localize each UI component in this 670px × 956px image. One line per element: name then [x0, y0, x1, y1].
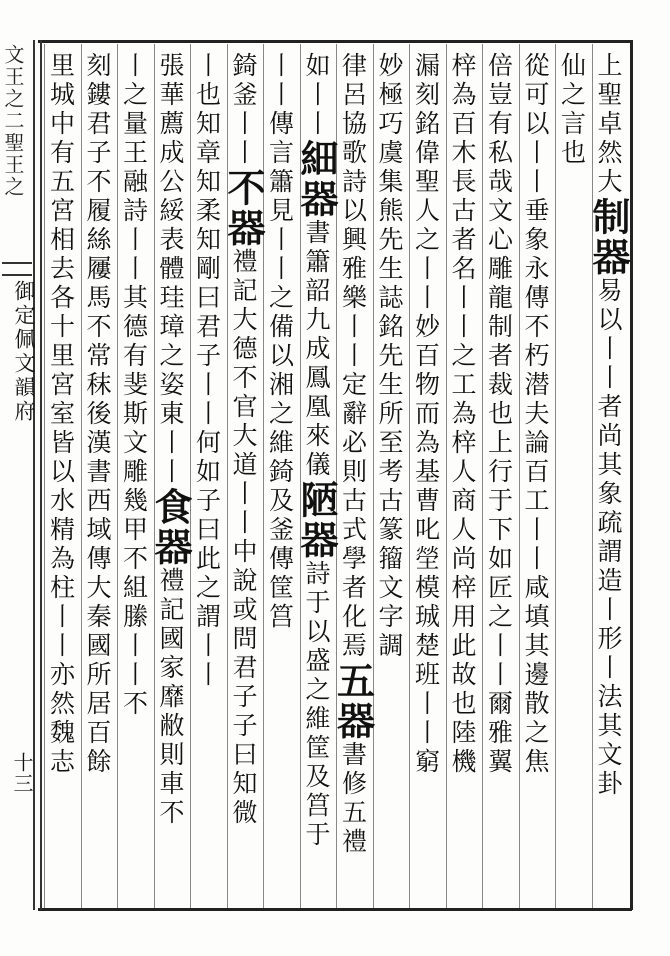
column-text: [446, 52, 483, 777]
column-rule: [409, 44, 410, 908]
column-segment: 易以丨丨者尚其象疏謂造丨形丨法其文卦: [594, 277, 623, 799]
column-rule: [592, 44, 593, 908]
text-column: [482, 52, 519, 902]
column-rule: [154, 44, 155, 908]
column-segment: 如丨丨: [302, 52, 331, 139]
margin-upper-text: 文王之二聖王之: [1, 44, 25, 198]
column-segment: 錡釜丨丨: [229, 52, 258, 168]
column-segment: 梓為百木長古者名丨丨之工為梓人商人尚梓用此故也陸機: [448, 52, 477, 777]
column-text: [330, 52, 376, 857]
column-rule: [227, 44, 228, 908]
text-column: [330, 52, 376, 902]
column-text: [409, 52, 446, 777]
column-segment: 丨丨傳言簫見丨丨之備: [265, 52, 295, 342]
text-column: [446, 52, 483, 902]
entry-heading: 食器: [148, 487, 193, 567]
text-column: [294, 52, 339, 902]
column-text: [44, 52, 81, 777]
text-column: [81, 52, 118, 902]
column-segment: 倍豈有私哉文心雕龍制者裁也上行于下如匠之丨丨爾雅翼: [484, 52, 514, 777]
frame-right-border: [630, 40, 633, 910]
column-rule: [555, 44, 556, 908]
column-segment: 丨也: [192, 52, 222, 110]
text-column: [117, 52, 154, 902]
text-column: [148, 52, 193, 902]
column-rule: [482, 44, 483, 908]
column-text: [81, 52, 118, 777]
text-column: [586, 52, 631, 902]
column-rule: [81, 44, 82, 908]
column-segment: 禮記國家靡敝則車不: [156, 567, 185, 828]
column-segment: 詩于以盛之維筐及筥于: [302, 560, 331, 850]
column-text: [148, 52, 193, 828]
column-rule: [44, 44, 45, 908]
column-segment: 以湘之維錡及釜傳筐筥: [265, 342, 295, 632]
text-column: [519, 52, 556, 902]
column-text: [555, 52, 592, 168]
column-rule: [446, 44, 447, 908]
column-segment: 里城中有五宮相去各十里宮室皆以水精為柱丨丨亦然魏志: [46, 52, 76, 777]
column-segment: 妙極巧虞集熊先生誌銘先生所至考古篆籀文字調: [375, 52, 404, 661]
column-text: [221, 52, 266, 828]
text-column: [555, 52, 592, 902]
fishtail-ornament: [2, 262, 32, 276]
column-segment: 漏刻銘偉聖人之丨丨妙百物而為基曹叱塋模珹楚班丨丨窮: [411, 52, 441, 777]
column-segment: 禮記大德不官大道丨丨中說或問君子子曰知微: [229, 248, 258, 828]
page-number-box: [2, 752, 34, 794]
column-segment: 上聖卓然大: [594, 52, 623, 197]
column-text: [482, 52, 519, 777]
column-text: [263, 52, 300, 632]
text-column: [263, 52, 300, 902]
column-segment: 書簫韶九成鳳凰來儀: [302, 219, 331, 480]
entry-heading: 陋器: [294, 480, 339, 560]
entry-heading: 細器: [294, 139, 339, 219]
column-rule: [519, 44, 520, 908]
column-rule: [190, 44, 191, 908]
column-text: [373, 52, 410, 661]
column-segment: 知章知柔知剛曰君子丨丨何如子曰此之謂丨丨: [192, 110, 222, 690]
entry-heading: 不器: [221, 168, 266, 248]
book-title: 御定佩文韻府: [12, 280, 36, 424]
column-text: [294, 52, 339, 850]
column-rule: [373, 44, 374, 908]
column-text: [190, 52, 227, 690]
column-text: [117, 52, 154, 719]
text-column: [190, 52, 227, 902]
text-column: [373, 52, 410, 902]
entry-heading: 制器: [586, 197, 631, 277]
column-text: [519, 52, 556, 777]
page-number: 十三: [10, 752, 34, 794]
column-segment: 書修五禮: [338, 741, 368, 857]
entry-heading: 五器: [330, 661, 376, 741]
column-segment: 仙之言也: [557, 52, 587, 168]
column-segment: 丨之量王融詩丨丨其德有斐斯文: [119, 52, 149, 458]
frame-top-border: [38, 40, 632, 43]
column-segment: 張華薦成公綏表體珪璋之姿東丨丨: [156, 52, 185, 487]
column-segment: 刻鏤君子不履絲屨馬不常秣後漢書西域傳大秦國所居百餘: [83, 52, 112, 777]
column-segment: 從可以丨丨垂象永傳不朽潜夫論百工丨丨咸填其邊散之焦: [521, 52, 550, 777]
text-column: [409, 52, 446, 902]
column-rule: [117, 44, 118, 908]
column-segment: 雕幾甲不組縢丨丨不: [119, 458, 149, 719]
column-segment: 律呂協歌詩以興雅樂丨丨定辭必則古式學者化焉: [338, 52, 368, 661]
column-text: [586, 52, 631, 799]
column-rule: [300, 44, 301, 908]
margin-book-title-box: [4, 280, 36, 424]
text-column: [221, 52, 266, 902]
text-column: [44, 52, 81, 902]
frame-bottom-border: [38, 908, 632, 911]
